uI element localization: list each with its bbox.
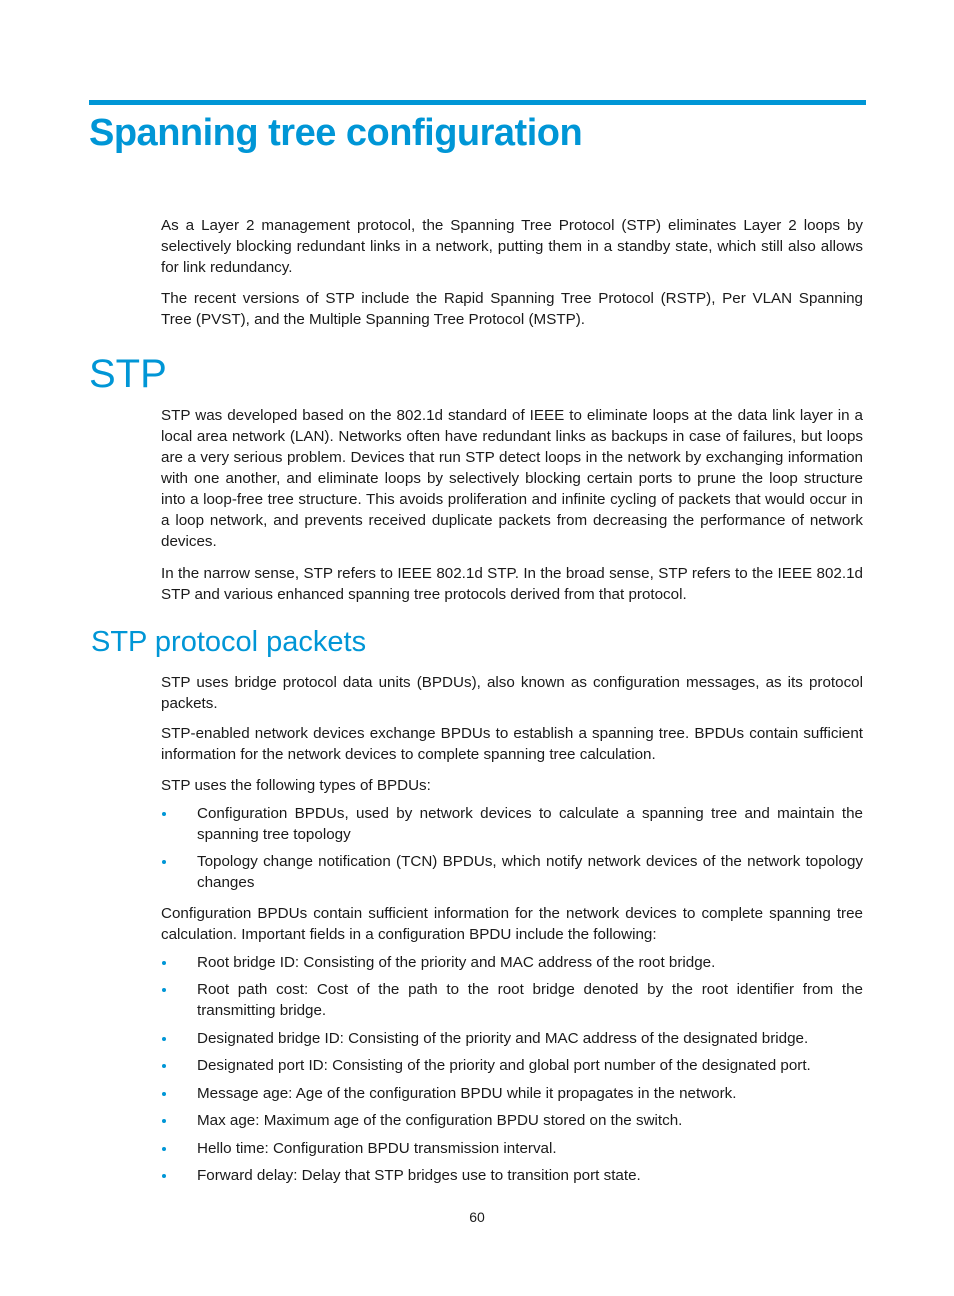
intro-paragraph-2: The recent versions of STP include the Rapid Spanning Tree Protocol (RSTP), Per VLAN Spanning Tree (PVST), and the Multiple Spanning Tree Protocol (MSTP).: [161, 290, 863, 328]
list-item-text: Topology change notification (TCN) BPDUs, which notify network devices of the network topology changes: [197, 853, 863, 891]
packets-paragraph-2: STP-enabled network devices exchange BPDUs to establish a spanning tree. BPDUs contain sufficient information for the network devices to complete spanning tree calculation.: [161, 725, 863, 763]
bullet-icon: [162, 1064, 166, 1068]
list-item: [161, 1138, 863, 1159]
list-item-text: Configuration BPDUs, used by network devices to calculate a spanning tree and maintain the spanning tree topology: [197, 805, 863, 843]
chapter-title: Spanning tree configuration: [89, 112, 583, 154]
bullet-icon: [162, 1092, 166, 1096]
list-item-text: Designated port ID: Consisting of the priority and global port number of the designated port.: [197, 1057, 811, 1074]
bullet-icon: [162, 1037, 166, 1041]
bpdu-types-list: [161, 803, 863, 893]
bullet-icon: [162, 860, 166, 864]
list-item-text: Root path cost: Cost of the path to the root bridge denoted by the root identifier from the transmitting bridge.: [197, 981, 863, 1019]
bpdu-fields-list: [161, 952, 863, 1186]
list-item-text: Message age: Age of the configuration BPDU while it propagates in the network.: [197, 1085, 737, 1102]
packets-paragraph-3: STP uses the following types of BPDUs:: [161, 777, 431, 794]
bullet-icon: [162, 1119, 166, 1123]
list-item-text: Hello time: Configuration BPDU transmission interval.: [197, 1140, 557, 1157]
list-item: [161, 851, 863, 893]
page-number: 60: [469, 1209, 485, 1225]
chapter-top-rule: [89, 100, 866, 105]
bullet-icon: [162, 1147, 166, 1151]
bullet-icon: [162, 812, 166, 816]
list-item: [161, 1028, 863, 1049]
fields-intro-paragraph: Configuration BPDUs contain sufficient information for the network devices to complete spanning tree calculation. Important fields in a configuration BPDU include the following:: [161, 905, 863, 943]
bullet-icon: [162, 961, 166, 965]
bullet-icon: [162, 988, 166, 992]
list-item: [161, 1083, 863, 1104]
list-item: [161, 979, 863, 1021]
list-item: [161, 803, 863, 845]
stp-paragraph-1: STP was developed based on the 802.1d standard of IEEE to eliminate loops at the data link layer in a local area network (LAN). Networks often have redundant links as backups in case of failures, but loops are a very serious problem. Devices that run STP detect loops in the network by exchanging information with one another, and eliminate loops by selectively blocking certain ports to prune the loop structure into a loop-free tree structure. This avoids proliferation and infinite cycling of packets that would occur in a loop network, and prevents received duplicate packets from decreasing the performance of network devices.: [161, 407, 863, 550]
packets-paragraph-1: STP uses bridge protocol data units (BPDUs), also known as configuration messages, as its protocol packets.: [161, 674, 863, 712]
list-item: [161, 1165, 863, 1186]
list-item-text: Designated bridge ID: Consisting of the priority and MAC address of the designated bridge.: [197, 1030, 809, 1047]
list-item: [161, 1055, 863, 1076]
list-item: [161, 1110, 863, 1131]
list-item-text: Root bridge ID: Consisting of the priority and MAC address of the root bridge.: [197, 954, 716, 971]
list-item: [161, 952, 863, 973]
section-heading-stp-protocol-packets: STP protocol packets: [91, 626, 367, 658]
list-item-text: Max age: Maximum age of the configuration BPDU stored on the switch.: [197, 1112, 683, 1129]
bullet-icon: [162, 1174, 166, 1178]
section-heading-stp: STP: [89, 352, 167, 396]
stp-paragraph-2: In the narrow sense, STP refers to IEEE 802.1d STP. In the broad sense, STP refers to the IEEE 802.1d STP and various enhanced spanning tree protocols derived from that protocol.: [161, 565, 863, 603]
intro-paragraph-1: As a Layer 2 management protocol, the Spanning Tree Protocol (STP) eliminates Layer 2 loops by selectively blocking redundant links in a network, putting them in a standby state, which still also allows for link redundancy.: [161, 217, 863, 276]
list-item-text: Forward delay: Delay that STP bridges use to transition port state.: [197, 1167, 641, 1184]
